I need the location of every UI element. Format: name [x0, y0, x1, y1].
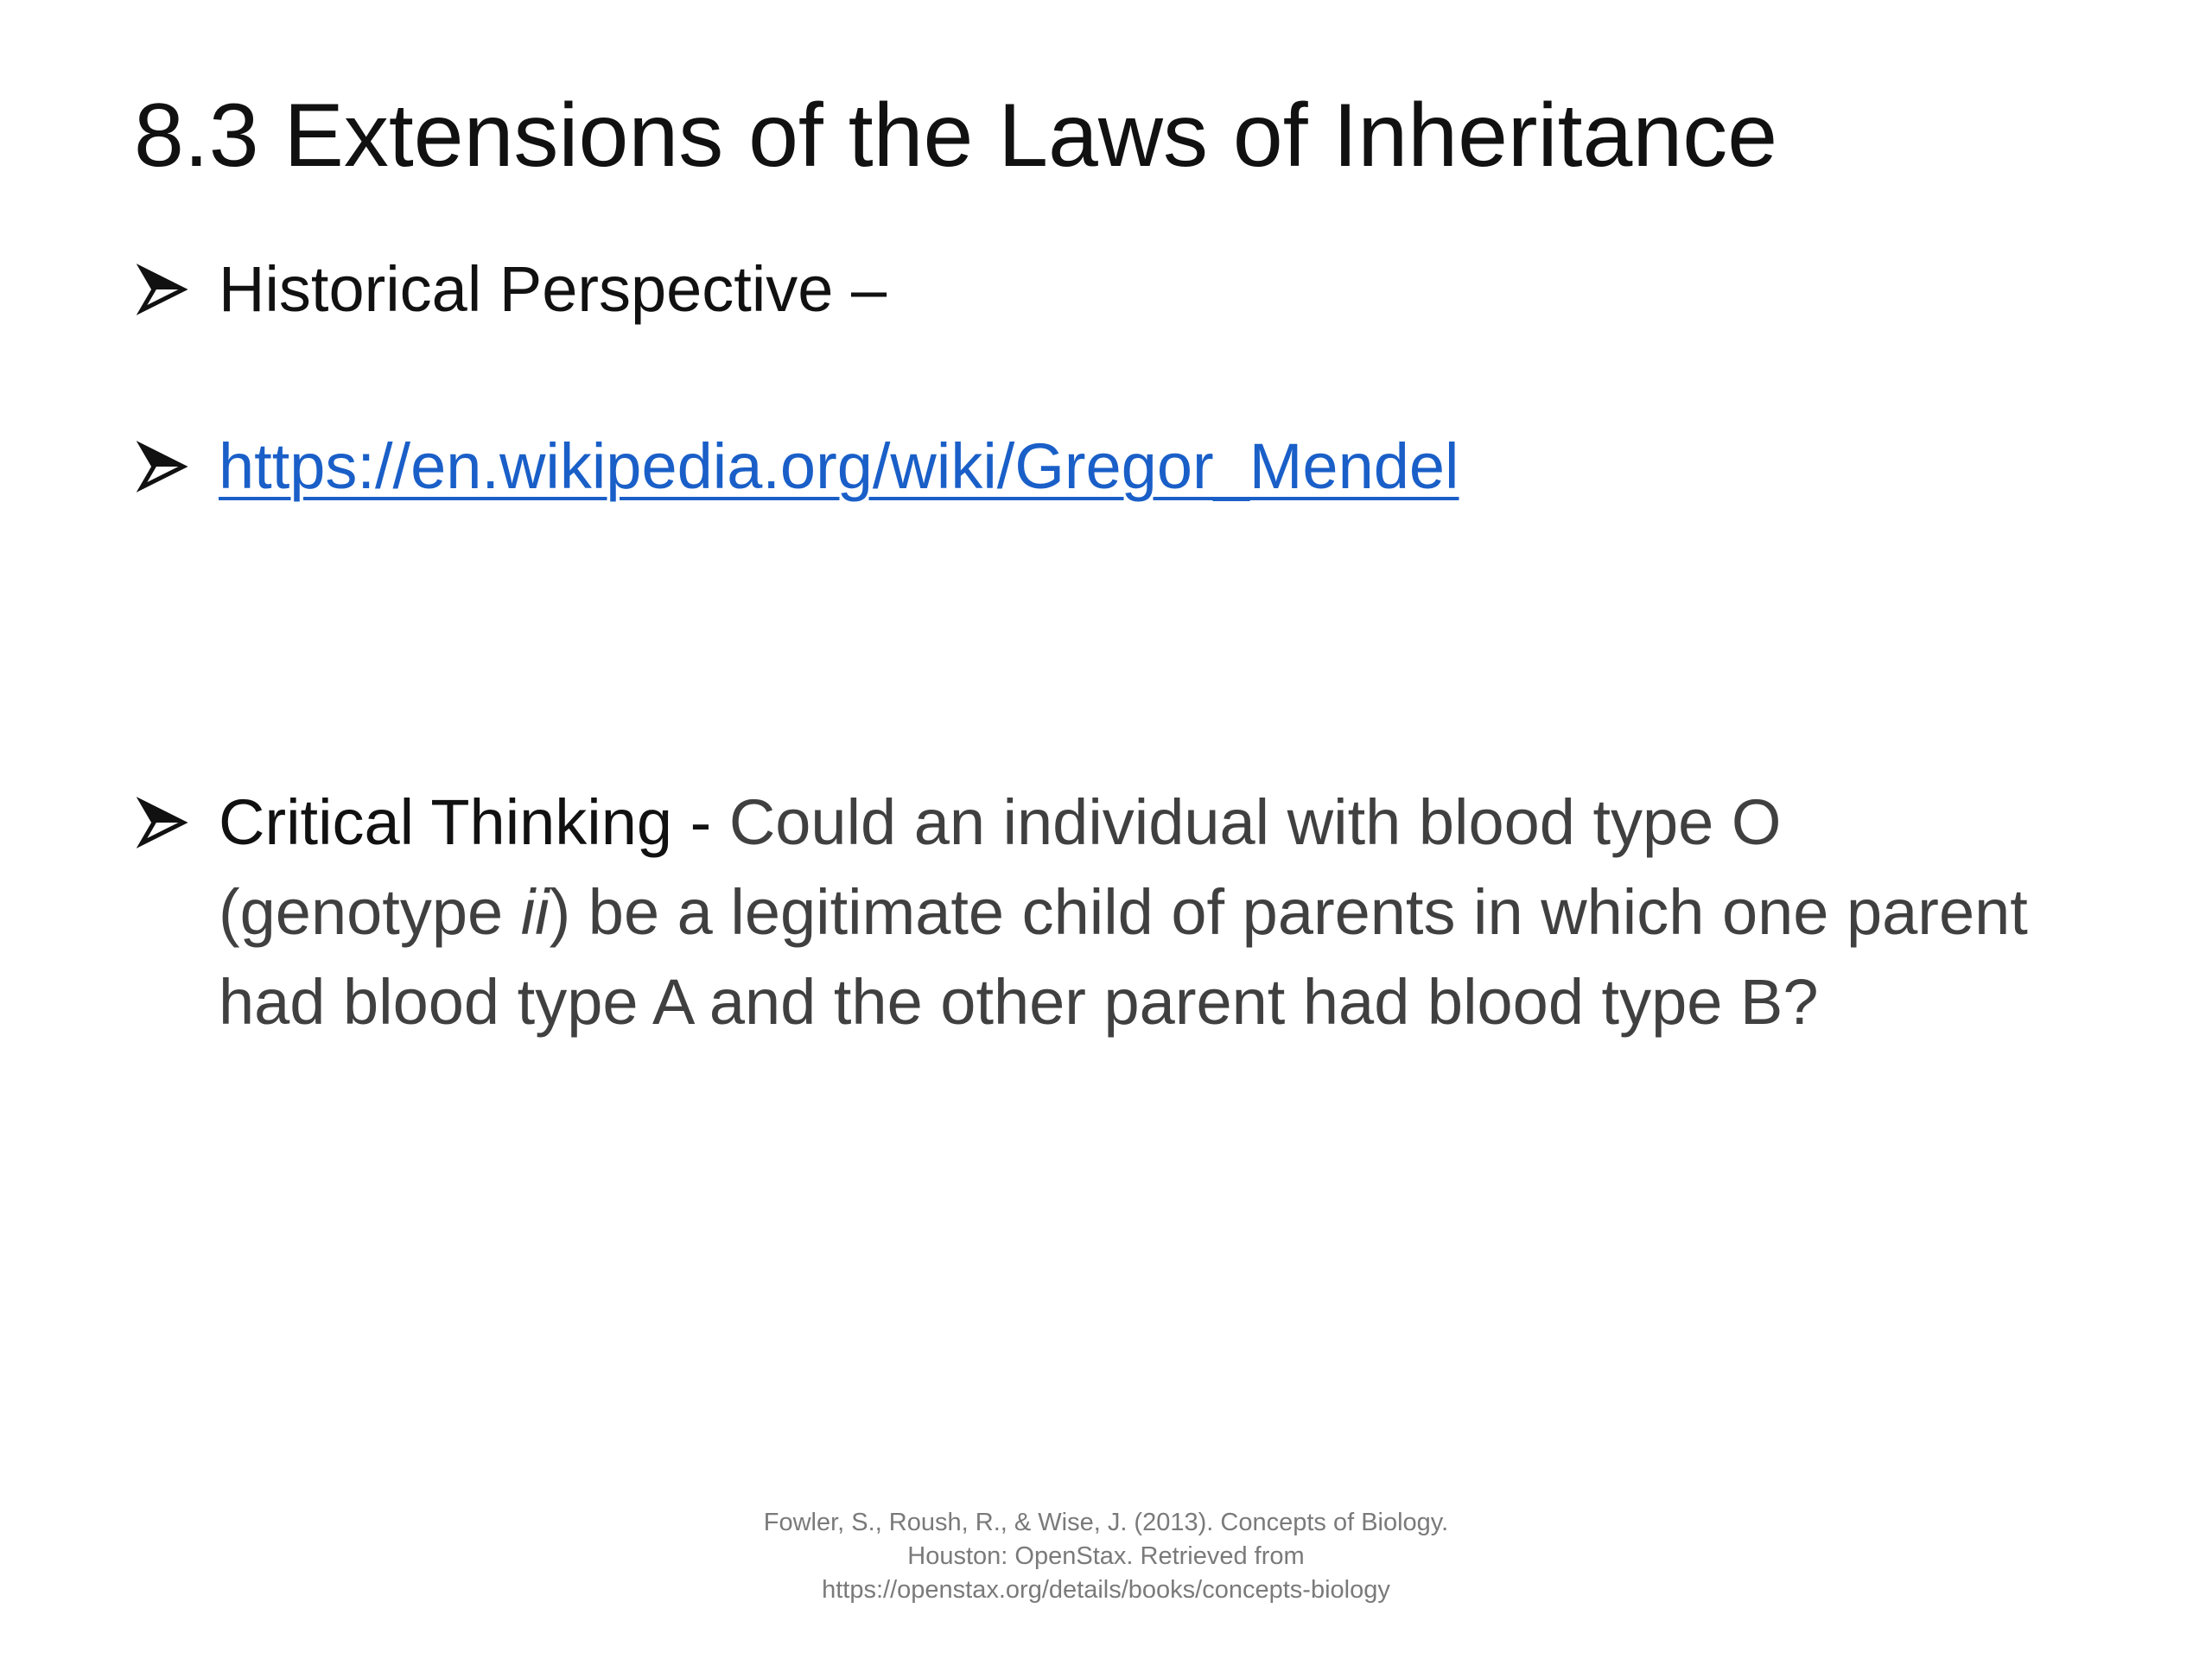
arrowhead-bullet-icon	[137, 441, 188, 493]
question-text-part1: Could an individual with blood type O (genotype	[219, 786, 1782, 948]
wikipedia-mendel-link[interactable]: https://en.wikipedia.org/wiki/Gregor_Mendel	[219, 430, 1459, 502]
critical-thinking-label: Critical Thinking	[219, 786, 673, 858]
genotype-italic: ii	[520, 876, 550, 948]
citation-line-3: https://openstax.org/details/books/concepts-biology	[822, 1576, 1390, 1604]
arrowhead-bullet-icon	[137, 264, 188, 315]
citation	[0, 1506, 2212, 1607]
citation-line-2: Houston: OpenStax. Retrieved from	[907, 1542, 1305, 1570]
question-text-part2: ) be a legitimate child of parents in which one parent had blood type A and the other parent had blood type B?	[219, 876, 2028, 1038]
arrowhead-bullet-icon	[137, 797, 188, 849]
critical-thinking-paragraph	[219, 778, 2033, 1047]
citation-line-1: Fowler, S., Roush, R., & Wise, J. (2013). Concepts of Biology.	[763, 1509, 1449, 1536]
bullet-label: Historical Perspective –	[219, 253, 887, 325]
slide-title: 8.3 Extensions of the Laws of Inheritance	[134, 86, 1778, 186]
critical-thinking-separator: -	[672, 786, 729, 858]
